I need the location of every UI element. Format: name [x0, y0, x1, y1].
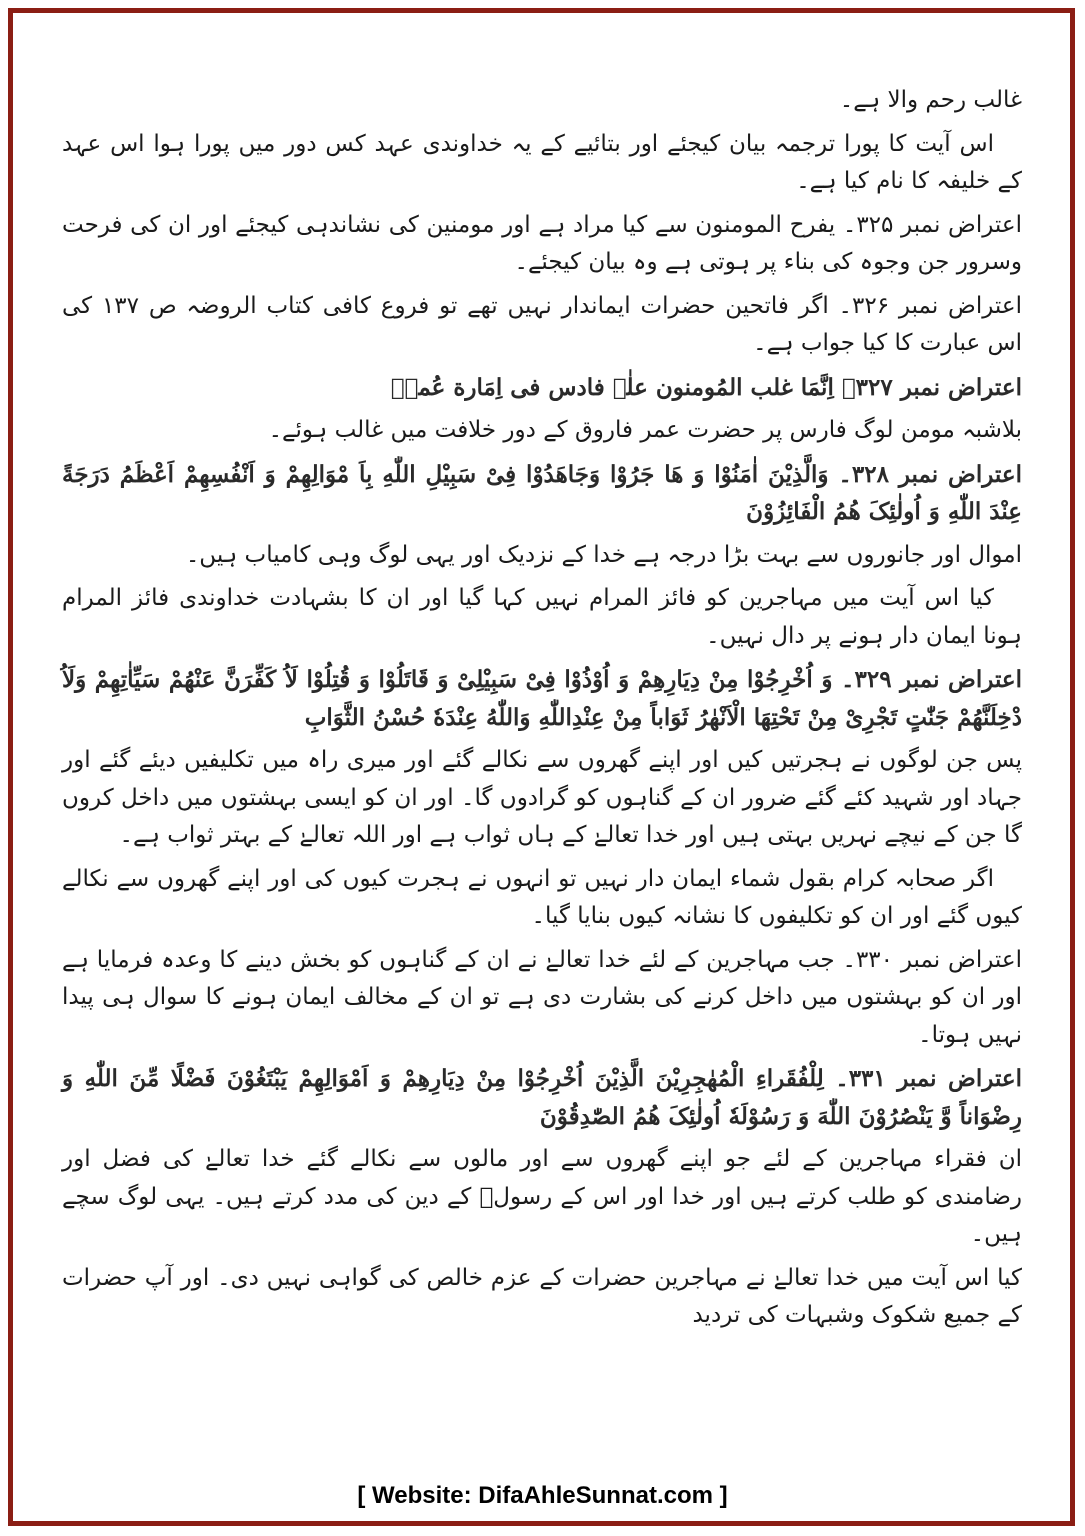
paragraph-328-translation: اموال اور جانوروں سے بہت بڑا درجہ ہے خدا کے نزدیک اور یہی لوگ وہی کامیاب ہیں۔: [185, 541, 1022, 568]
paragraph-329-translation: پس جن لوگوں نے ہجرتیں کیں اور اپنے گھروں سے نکالے گئے اور میری راہ میں تکلیفیں دیئے گئے اور جہاد اور شہید کئے گئے ضرور ان کے گناہوں کو گرادوں گا۔ اور ان کو ایسی بہشتوں میں داخل کروں گا جن کے نیچے نہریں بہتی ہیں اور خدا تعالےٰ کے ہاں ثواب ہے اور اللہ تعالےٰ کے بہتر ثواب ہے۔: [62, 747, 1022, 848]
objection-327: اعتراض نمبر ۳۲۷۔ اِنَّمَا غلب المُومنون علٰے فادس فی اِمَارة عُمرؓ: [390, 373, 1022, 401]
objection-326: اعتراض نمبر ۳۲۶۔ اگر فاتحین حضرات ایماندار نہیں تھے تو فروع کافی کتاب الروضہ ص ۱۳۷ کی اس عبارت کا کیا جواب ہے۔: [62, 292, 1022, 356]
objection-329: اعتراض نمبر ۳۲۹۔ وَ اُخْرِجُوْا مِنْ دِیَارِهِمْ وَ اُوْذُوْا فِیْ سَبِیْلِیْ وَ قَاتَلُوْا وَ قُتِلُوْا لَاُ کَفِّرَنَّ عَنْهُمْ سَیِّاٰتِهِمْ وَلَاُ دْخِلَنَّهُمْ جَنّٰتٍ تَجْرِیْ مِنْ تَحْتِهَا الْاَنْهٰرُ ثَوَاباً مِنْ عِنْدِاللّٰهِ وَاللّٰهُ عِنْدَهٗ حُسْنُ الثَّوَابِ: [62, 666, 1022, 731]
paragraph-327-translation: بلاشبہ مومن لوگ فارس پر حضرت عمر فاروق کے دور خلافت میں غالب ہوئے۔: [268, 417, 1022, 443]
paragraph-328-question: کیا اس آیت میں مہاجرین کو فائز المرام نہیں کہا گیا اور ان کا بشہادت خداوندی فائز المرام ہونا ایمان دار ہونے پر دال نہیں۔: [62, 585, 1022, 649]
paragraph-331-question: کیا اس آیت میں خدا تعالےٰ نے مہاجرین حضرات کے عزم خالص کی گواہی نہیں دی۔ اور آپ حضرات کے جمیع شکوک وشبہات کی تردید: [62, 1264, 1022, 1328]
paragraph-331-translation: ان فقراء مہاجرین کے لئے جو اپنے گھروں سے اور مالوں سے نکالے گئے خدا تعالےٰ کی فضل اور رضامندی کو طلب کرتے ہیں اور خدا اور اس کے رسولؐ کے دین کی مدد کرتے ہیں۔ یہی لوگ سچے ہیں۔: [62, 1146, 1022, 1247]
objection-325: اعتراض نمبر ۳۲۵۔ یفرح المومنون سے کیا مراد ہے اور مومنین کی نشاندہی کیجئے اور ان کی فرحت وسرور جن وجوہ کی بناء پر ہوتی ہے وہ بیان کیجئے۔: [62, 211, 1022, 275]
paragraph-1: غالب رحم والا ہے۔: [839, 87, 1022, 113]
paragraph-329-question: اگر صحابہ کرام بقول شماء ایمان دار نہیں تو انہوں نے ہجرت کیوں کی اور اپنے گھروں سے نکالے کیوں گئے اور ان کو تکلیفوں کا نشانہ کیوں بنایا گیا۔: [62, 865, 1022, 929]
website-footer: [ Website: DifaAhleSunnat.com ]: [357, 1482, 728, 1509]
document-body: [62, 82, 1022, 1341]
paragraph-2: اس آیت کا پورا ترجمہ بیان کیجئے اور بتائیے کے یہ خداوندی عہد کس دور میں پورا ہوا اس عہد کے خلیفہ کا نام کیا ہے۔: [62, 130, 1022, 194]
objection-330: اعتراض نمبر ۳۳۰۔ جب مہاجرین کے لئے خدا تعالےٰ نے ان کے گناہوں کو بخش دینے کا وعدہ فرمایا ہے اور ان کو بہشتوں میں داخل کرنے کی بشارت دی ہے تو ان کے مخالف ایمان ہونے کا سوال ہی پیدا نہیں ہوتا۔: [62, 946, 1022, 1048]
objection-331: اعتراض نمبر ۳۳۱۔ لِلْفُقَراءِ الْمُهٰجِرِیْنَ الَّذِیْنَ اُخْرِجُوْا مِنْ دِیَارِهِمْ وَ اَمْوَالِهِمْ یَبْتَغُوْنَ فَضْلًا مِّنَ اللّٰهِ وَ رِضْوَاناً وَّ یَنْصُرُوْنَ اللّٰهَ وَ رَسُوْلَهٗ اُولٰئِکَ هُمُ الصّٰدِقُوْنَ: [62, 1065, 1023, 1130]
objection-328: اعتراض نمبر ۳۲۸۔ وَالَّذِیْنَ اٰمَنُوْا وَ هَا جَرُوْا وَجَاهَدُوْا فِیْ سَبِیْلِ اللّٰهِ بِاَ مْوَالِهِمْ وَ اَنْفُسِهِمْ اَعْظَمُ دَرَجَةً عِنْدَ اللّٰهِ وَ اُولٰئِکَ هُمُ الْفَائِزُوْنَ: [62, 460, 1022, 525]
